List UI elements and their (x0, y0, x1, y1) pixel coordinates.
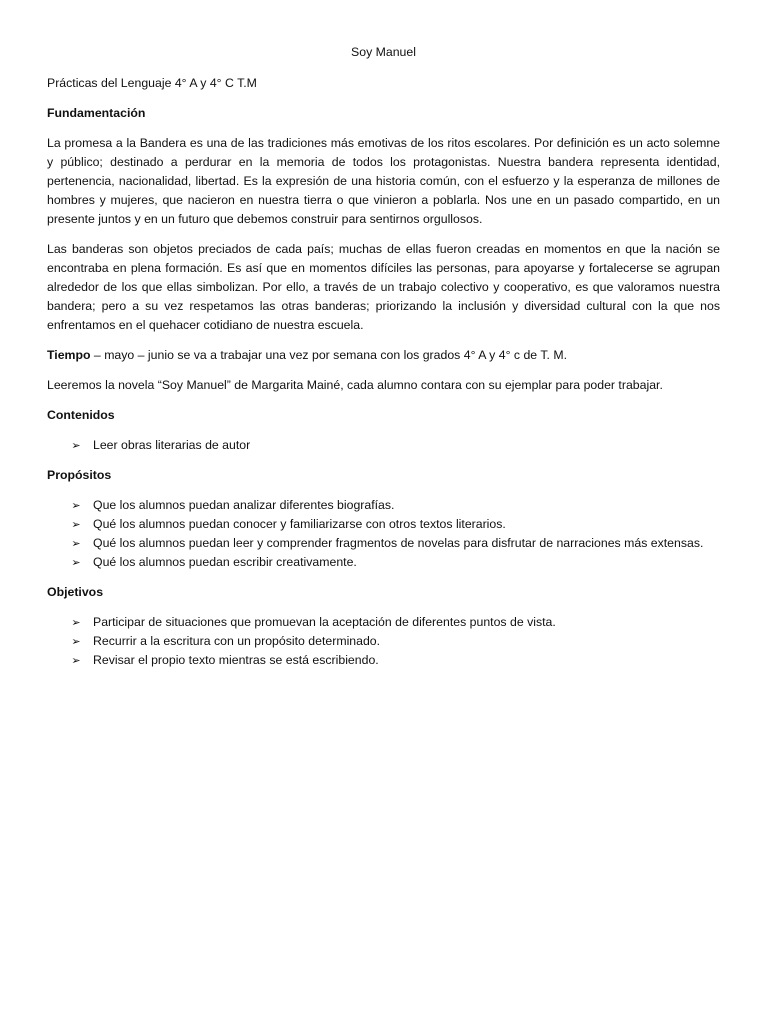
list-item: ➢ Participar de situaciones que promuevan la aceptación de diferentes puntos de vista. (47, 613, 720, 632)
contenidos-heading: Contenidos (47, 408, 115, 422)
document-title: Soy Manuel (351, 45, 416, 59)
lectura-line: Leeremos la novela “Soy Manuel” de Margarita Mainé, cada alumno contara con su ejemplar para poder trabajar. (47, 378, 663, 392)
propositos-heading: Propósitos (47, 468, 112, 482)
arrow-bullet-icon: ➢ (71, 439, 81, 452)
contenidos-list (47, 436, 720, 455)
tiempo-label: Tiempo (47, 348, 91, 362)
tiempo-line (47, 346, 720, 365)
list-item: ➢ Qué los alumnos puedan leer y comprender fragmentos de novelas para disfrutar de narraciones más extensas. (47, 534, 720, 553)
list-item: ➢ Qué los alumnos puedan escribir creativamente. (47, 553, 720, 572)
tiempo-text: – mayo – junio se va a trabajar una vez por semana con los grados 4° A y 4° c de T. M. (90, 348, 567, 362)
fundamentacion-heading: Fundamentación (47, 106, 146, 120)
arrow-bullet-icon: ➢ (71, 556, 81, 569)
objetivos-list (47, 613, 720, 670)
arrow-bullet-icon: ➢ (71, 654, 81, 667)
list-item: ➢ Qué los alumnos puedan conocer y familiarizarse con otros textos literarios. (47, 515, 720, 534)
list-item: ➢ Leer obras literarias de autor (47, 436, 720, 455)
arrow-bullet-icon: ➢ (71, 616, 81, 629)
list-item: ➢ Revisar el propio texto mientras se está escribiendo. (47, 651, 720, 670)
fundamentacion-paragraph-2: Las banderas son objetos preciados de cada país; muchas de ellas fueron creadas en momentos en que la nación se encontraba en plena formación. Es así que en momentos difíciles las personas, para apoyarse y fortalecerse se agrupan alrededor de los que ellas simbolizan. Por ello, a través de un trabajo colectivo y cooperativo, es que valoramos nuestra bandera; pero a su vez respetamos las otras banderas; priorizando la inclusión y diversidad cultural con la que nos enfrentamos en el quehacer cotidiano de nuestra escuela. (47, 242, 720, 332)
arrow-bullet-icon: ➢ (71, 537, 81, 550)
list-item: ➢ Que los alumnos puedan analizar diferentes biografías. (47, 496, 720, 515)
objetivos-heading: Objetivos (47, 585, 104, 599)
fundamentacion-paragraph-1: La promesa a la Bandera es una de las tradiciones más emotivas de los ritos escolares. Por definición es un acto solemne y público; destinado a perdurar en la memoria de todos los protagonistas. Nuestra bandera representa identidad, pertenencia, nacionalidad, libertad. Es la expresión de una historia común, con el esfuerzo y la esperanza de millones de hombres y mujeres, que nacieron en nuestra tierra o que vinieron a poblarla. Nos une en un pasado compartido, en un presente juntos y en un futuro que debemos construir para sentirnos orgullosos. (47, 136, 720, 226)
propositos-list (47, 496, 720, 572)
arrow-bullet-icon: ➢ (71, 518, 81, 531)
document-subtitle: Prácticas del Lenguaje 4° A y 4° C T.M (47, 76, 257, 90)
document-body (47, 43, 720, 681)
arrow-bullet-icon: ➢ (71, 499, 81, 512)
arrow-bullet-icon: ➢ (71, 635, 81, 648)
list-item: ➢ Recurrir a la escritura con un propósito determinado. (47, 632, 720, 651)
